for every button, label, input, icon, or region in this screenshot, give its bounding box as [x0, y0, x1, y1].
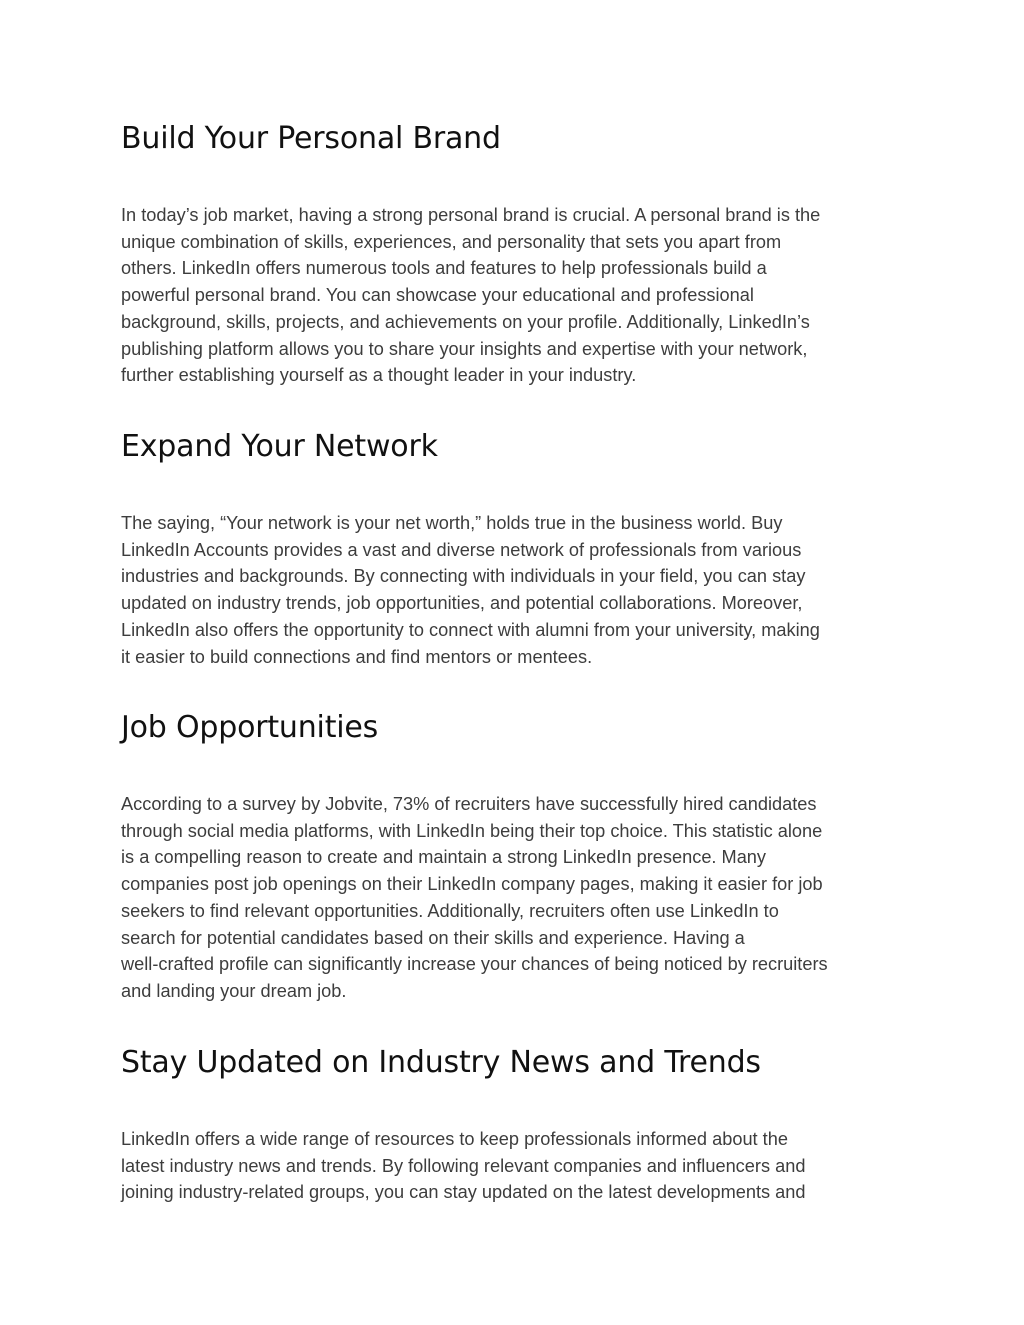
section-paragraph [121, 791, 911, 1005]
paragraph-line: latest industry news and trends. By following relevant companies and influencers and [121, 1155, 806, 1176]
section-heading: Stay Updated on Industry News and Trends [121, 1045, 761, 1080]
section-heading: Build Your Personal Brand [121, 121, 501, 156]
paragraph-line: unique combination of skills, experiences, and personality that sets you apart from [121, 231, 782, 252]
paragraph-line: The saying, “Your network is your net worth,” holds true in the business world. Buy [121, 513, 783, 533]
paragraph-line: others. LinkedIn offers numerous tools and features to help professionals build a [121, 258, 767, 279]
paragraph-line: In today’s job market, having a strong personal brand is crucial. A personal brand is the [121, 205, 821, 225]
paragraph-line: LinkedIn Accounts provides a vast and diverse network of professionals from various [121, 539, 802, 560]
section-paragraph [121, 1126, 911, 1206]
paragraph-line: through social media platforms, with LinkedIn being their top choice. This statistic alone [121, 820, 823, 841]
paragraph-line: LinkedIn also offers the opportunity to connect with alumni from your university, making [121, 619, 820, 640]
paragraph-line: publishing platform allows you to share your insights and expertise with your network, [121, 338, 808, 359]
paragraph-line: joining industry-related groups, you can stay updated on the latest developments and [121, 1182, 806, 1203]
paragraph-line: well-crafted profile can significantly increase your chances of being noticed by recruiters [121, 954, 828, 975]
paragraph-line: background, skills, projects, and achievements on your profile. Additionally, LinkedIn’s [121, 311, 810, 332]
paragraph-line: industries and backgrounds. By connecting with individuals in your field, you can stay [121, 566, 806, 587]
paragraph-line: search for potential candidates based on their skills and experience. Having a [121, 927, 745, 948]
section-paragraph [121, 202, 911, 389]
section-heading: Expand Your Network [121, 429, 438, 464]
paragraph-line: LinkedIn offers a wide range of resources to keep professionals informed about the [121, 1129, 788, 1149]
paragraph-line: companies post job openings on their LinkedIn company pages, making it easier for job [121, 874, 823, 895]
paragraph-line: it easier to build connections and find mentors or mentees. [121, 646, 593, 667]
paragraph-line: seekers to find relevant opportunities. Additionally, recruiters often use LinkedIn to [121, 900, 779, 921]
paragraph-line: and landing your dream job. [121, 980, 347, 1001]
paragraph-line: is a compelling reason to create and maintain a strong LinkedIn presence. Many [121, 847, 767, 868]
paragraph-line: powerful personal brand. You can showcase your educational and professional [121, 285, 754, 306]
section-heading: Job Opportunities [121, 710, 379, 745]
paragraph-line: further establishing yourself as a thought leader in your industry. [121, 365, 637, 386]
section-paragraph [121, 510, 911, 670]
paragraph-line: updated on industry trends, job opportunities, and potential collaborations. Moreover, [121, 593, 803, 614]
paragraph-line: According to a survey by Jobvite, 73% of recruiters have successfully hired candidates [121, 794, 817, 814]
